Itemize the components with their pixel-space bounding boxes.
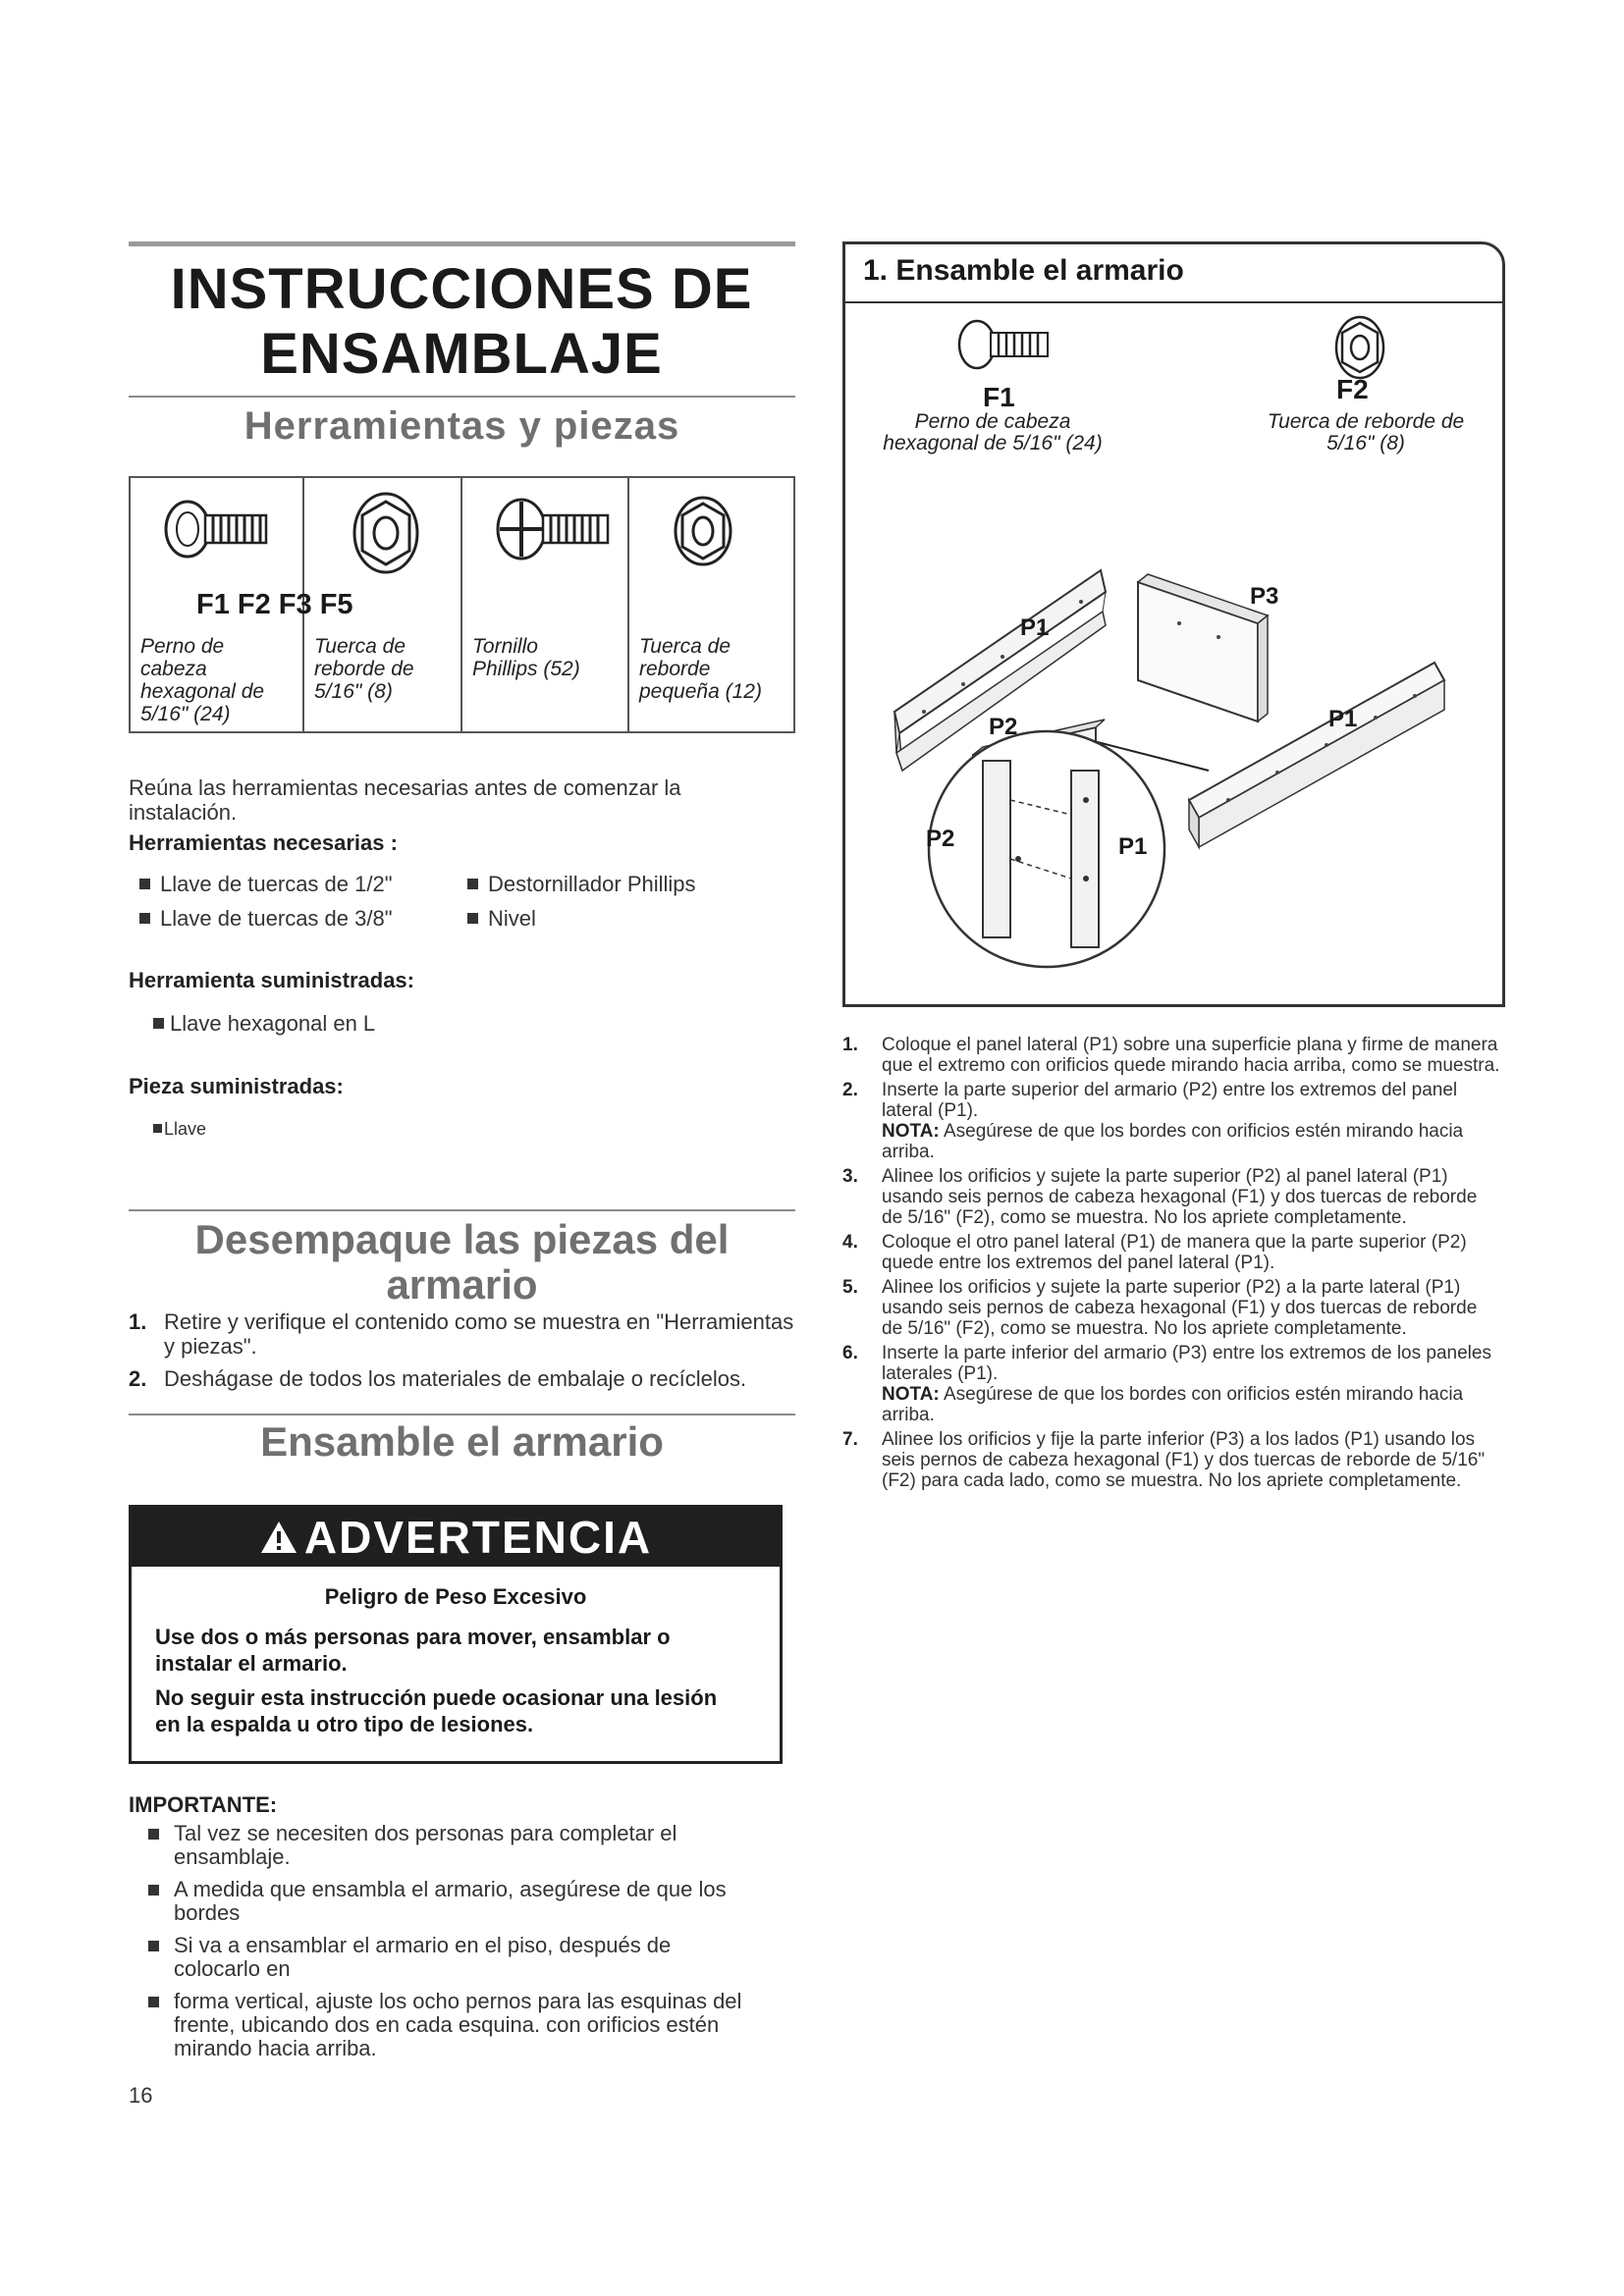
tool-item: Llave de tuercas de 3/8" — [139, 906, 393, 931]
bullet-icon — [148, 1829, 159, 1840]
f1-code: F1 — [983, 382, 1015, 412]
step1-figure-box — [842, 241, 1505, 1007]
tools-intro: Reúna las herramientas necesarias antes de comenzar la instalación. — [129, 775, 681, 825]
bullet-icon — [153, 1124, 162, 1133]
page-title: INSTRUCCIONES DE ENSAMBLAJE — [170, 257, 753, 386]
divider — [129, 1209, 795, 1211]
part-desc-f1: Perno de cabeza hexagonal de 5/16" (24) — [140, 635, 265, 725]
bullet-icon — [139, 879, 150, 889]
list-item: A medida que ensambla el armario, asegúrese de que los bordes — [148, 1878, 757, 1925]
phillips-screw-icon — [492, 490, 620, 568]
tools-needed-label: Herramientas necesarias : — [129, 830, 398, 855]
label-p2: P2 — [926, 826, 955, 852]
bullet-icon — [153, 1018, 164, 1029]
supplied-part-label: Pieza suministradas: — [129, 1074, 344, 1098]
step1-title: 1. Ensamble el armario — [863, 254, 1184, 287]
list-item: 3. Alinee los orificios y sujete la parte superior (P2) al panel lateral (P1) usando seis pernos de cabeza hexagonal (F1) y dos tuercas de reborde de 5/16" (F2), como se muestra. No los apriete completamente. — [842, 1166, 1478, 1228]
bullet-icon — [148, 1941, 159, 1951]
part-desc-f2: Tuerca de reborde de 5/16" (8) — [314, 635, 414, 703]
page-number: 16 — [129, 2083, 153, 2108]
f2-desc: Tuerca de reborde de 5/16" (8) — [1267, 410, 1465, 454]
divider — [129, 396, 795, 398]
warning-triangle-icon — [259, 1520, 298, 1555]
divider — [129, 1414, 795, 1415]
small-flange-nut-icon — [669, 490, 737, 572]
part-codes: F1 F2 F3 F5 — [196, 589, 353, 620]
tool-item: Llave de tuercas de 1/2" — [139, 872, 393, 896]
warning-subtitle: Peligro de Peso Excesivo — [324, 1584, 587, 1609]
bullet-icon — [148, 1997, 159, 2007]
important-list — [148, 1822, 757, 2069]
important-label: IMPORTANTE: — [129, 1792, 278, 1817]
part-desc-f5: Tuerca de reborde pequeña (12) — [639, 635, 762, 703]
tool-item: Destornillador Phillips — [467, 872, 696, 896]
warning-line1: Use dos o más personas para mover, ensamblar o instalar el armario. — [155, 1625, 671, 1676]
instructions-list — [842, 1035, 1500, 1495]
label-p1: P1 — [1118, 833, 1148, 860]
list-item: 1. Retire y verifique el contenido como se muestra en "Herramientas y piezas". — [129, 1309, 794, 1359]
bullet-icon — [467, 913, 478, 924]
warning-line2: No seguir esta instrucción puede ocasionar una lesión en la espalda u otro tipo de lesiones. — [155, 1685, 718, 1736]
bullet-icon — [139, 913, 150, 924]
flange-nut-icon — [347, 484, 425, 578]
list-item: Tal vez se necesiten dos personas para completar el ensamblaje. — [148, 1822, 757, 1869]
label-p1: P1 — [1328, 706, 1358, 732]
f2-code: F2 — [1336, 374, 1369, 404]
list-item: 7. Alinee los orificios y fije la parte inferior (P3) a los lados (P1) usando los seis pernos de cabeza hexagonal (F1) y dos tuercas de reborde de 5/16" (F2) para cada lado, como se muestra. No los apriete completamente. — [842, 1429, 1486, 1491]
list-item: 2. Deshágase de todos los materiales de embalaje o recíclelos. — [129, 1366, 747, 1391]
list-item: 6. Inserte la parte inferior del armario (P3) entre los extremos de los paneles laterales (P1). NOTA: Asegúrese de que los bordes con orificios estén mirando hacia arriba. — [842, 1343, 1491, 1425]
top-rule — [129, 241, 795, 246]
list-item: forma vertical, ajuste los ocho pernos para las esquinas del frente, ubicando dos en cada esquina. con orificios estén mirando hacia arriba. — [148, 1990, 757, 2060]
f2-nut-icon — [1330, 311, 1389, 384]
warning-header: ADVERTENCIA — [132, 1508, 780, 1567]
hex-bolt-icon — [158, 490, 276, 568]
list-item: 4. Coloque el otro panel lateral (P1) de manera que la parte superior (P2) quede entre los extremos del panel lateral (P1). — [842, 1232, 1467, 1273]
list-item: 2. Inserte la parte superior del armario (P2) entre los extremos del panel lateral (P1). NOTA: Asegúrese de que los bordes con orificios estén mirando hacia arriba. — [842, 1080, 1464, 1162]
unpack-steps — [129, 1309, 796, 1399]
f1-desc: Perno de cabeza hexagonal de 5/16" (24) — [883, 410, 1103, 454]
bullet-icon — [148, 1885, 159, 1896]
step1-title-rule — [845, 301, 1502, 303]
label-p1: P1 — [1020, 614, 1050, 641]
list-item: Si va a ensamblar el armario en el piso, después de colocarlo en — [148, 1934, 757, 1981]
supplied-part: Llave — [153, 1119, 206, 1140]
tools-heading: Herramientas y piezas — [244, 404, 680, 448]
supplied-tool: Llave hexagonal en L — [153, 1011, 375, 1036]
bullet-icon — [467, 879, 478, 889]
cabinet-assembly-diagram — [885, 476, 1474, 987]
unpack-heading: Desempaque las piezas del armario — [194, 1216, 730, 1308]
supplied-tool-label: Herramienta suministradas: — [129, 968, 414, 992]
list-item: 5. Alinee los orificios y sujete la parte superior (P2) a la parte lateral (P1) usando seis pernos de cabeza hexagonal (F1) y dos tuercas de reborde de 5/16" (F2), como se muestra. No los apriete completamente. — [842, 1277, 1478, 1339]
label-p3: P3 — [1250, 583, 1279, 610]
list-item: 1. Coloque el panel lateral (P1) sobre una superficie plana y firme de manera que el extremo con orificios quede mirando hacia arriba, como se muestra. — [842, 1035, 1500, 1076]
assemble-heading: Ensamble el armario — [260, 1418, 664, 1465]
tool-item: Nivel — [467, 906, 536, 931]
label-p2: P2 — [989, 714, 1018, 740]
part-desc-f3: Tornillo Phillips (52) — [472, 635, 580, 680]
f1-bolt-icon — [951, 313, 1059, 376]
warning-box — [129, 1505, 783, 1764]
